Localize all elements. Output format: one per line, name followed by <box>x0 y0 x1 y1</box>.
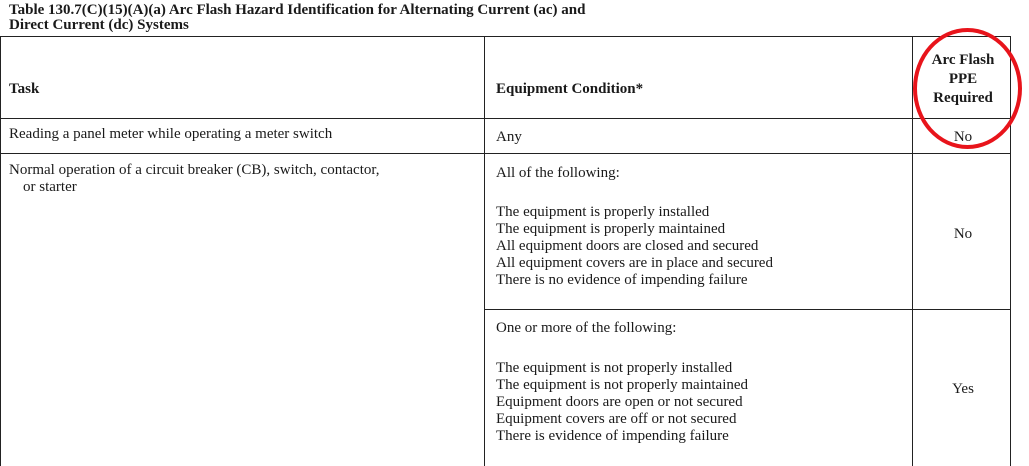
group-2-ppe: Yes <box>952 381 974 397</box>
group-2-intro: One or more of the following: <box>496 320 677 336</box>
list-item: Equipment covers are off or not secured <box>496 411 737 427</box>
header-ppe-line-3: Required <box>933 90 993 106</box>
group-2-conditions <box>496 360 748 445</box>
red-circle-annotation <box>913 28 1022 149</box>
row-2-task-line-2: or starter <box>23 179 77 195</box>
header-bottom-rule <box>0 118 1010 119</box>
group-1-intro: All of the following: <box>496 165 620 181</box>
column-divider-condition <box>912 36 913 466</box>
header-ppe-line-1: Arc Flash <box>931 52 995 68</box>
list-item: All equipment doors are closed and secured <box>496 238 759 254</box>
group-divider-rule <box>484 309 1010 310</box>
table-top-rule <box>0 36 1010 37</box>
list-item: There is evidence of impending failure <box>496 428 729 444</box>
list-item: All equipment covers are in place and secured <box>496 255 773 271</box>
table-title-line-2: Direct Current (dc) Systems <box>9 17 189 33</box>
table-title <box>9 3 709 33</box>
list-item: The equipment is properly maintained <box>496 221 726 237</box>
column-divider-task <box>484 36 485 466</box>
list-item: There is no evidence of impending failure <box>496 272 748 288</box>
row-1-bottom-rule <box>0 153 1010 154</box>
list-item: The equipment is properly installed <box>496 204 710 220</box>
table-left-rule <box>0 36 1 466</box>
header-task: Task <box>9 81 40 97</box>
row-2-task <box>9 162 380 196</box>
row-1-task: Reading a panel meter while operating a meter switch <box>9 126 333 142</box>
header-equipment-condition: Equipment Condition* <box>496 81 644 97</box>
row-2-task-line-1: Normal operation of a circuit breaker (CB), switch, contactor, <box>9 162 380 178</box>
table-title-line-1: Table 130.7(C)(15)(A)(a) Arc Flash Hazard Identification for Alternating Current (ac) and <box>9 2 586 18</box>
row-1-condition: Any <box>496 129 522 145</box>
group-1-ppe: No <box>953 226 973 242</box>
list-item: The equipment is not properly maintained <box>496 377 749 393</box>
header-ppe-line-2: PPE <box>948 71 978 87</box>
list-item: The equipment is not properly installed <box>496 360 733 376</box>
group-1-conditions <box>496 204 773 289</box>
list-item: Equipment doors are open or not secured <box>496 394 743 410</box>
row-1-ppe: No <box>953 129 973 145</box>
